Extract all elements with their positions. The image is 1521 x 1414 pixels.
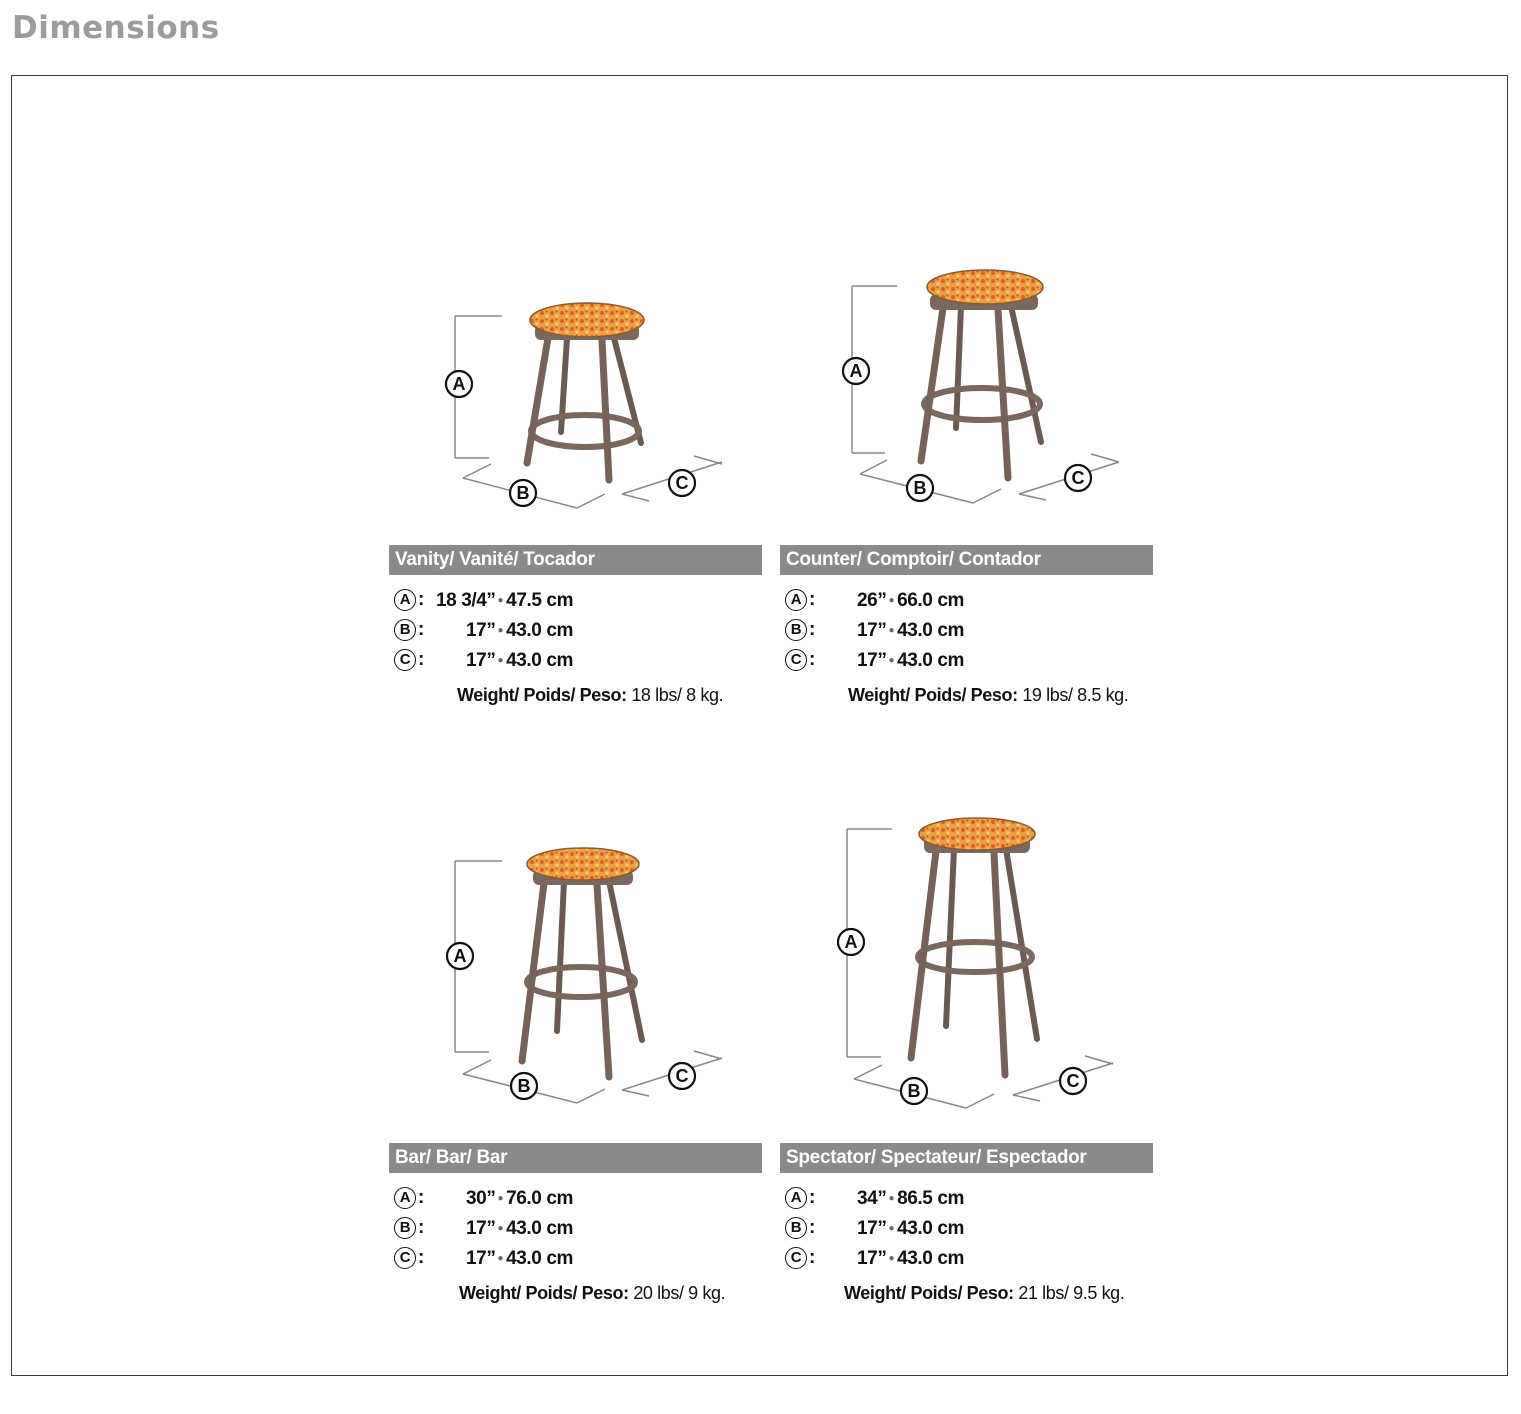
dim-value: 18 3/4” bbox=[436, 590, 496, 611]
dim-row-b: B : 17” ● 43.0 cm bbox=[394, 1216, 754, 1246]
bar-stool-diagram bbox=[389, 843, 769, 1143]
dim-key: B bbox=[785, 619, 807, 641]
svg-text:C: C bbox=[675, 473, 689, 493]
dim-value: 17” bbox=[466, 650, 496, 671]
dim-value: 30” bbox=[466, 1188, 496, 1209]
dim-row-c: C : 17” ● 43.0 cm bbox=[785, 648, 1145, 678]
dim-key: C bbox=[785, 1247, 807, 1269]
seat-cushion bbox=[919, 818, 1035, 850]
spectator-stool-diagram bbox=[780, 843, 1160, 1143]
dim-row-b: B : 17” ● 43.0 cm bbox=[785, 618, 1145, 648]
dimensions-frame bbox=[11, 75, 1508, 1376]
weight-line bbox=[459, 1283, 725, 1304]
dim-key: C bbox=[394, 649, 416, 671]
panel-spectator bbox=[780, 843, 1160, 1313]
svg-text:A: A bbox=[844, 932, 858, 952]
panel-vanity bbox=[389, 246, 769, 716]
label-b-icon bbox=[510, 480, 536, 506]
weight-label: Weight/ Poids/ Peso: bbox=[459, 1283, 629, 1303]
weight-value: 18 lbs/ 8 kg. bbox=[631, 685, 724, 705]
dim-metric: 43.0 cm bbox=[506, 1218, 573, 1239]
svg-text:B: B bbox=[913, 478, 927, 498]
dim-key: A bbox=[785, 1187, 807, 1209]
weight-value: 19 lbs/ 8.5 kg. bbox=[1022, 685, 1129, 705]
dim-value: 17” bbox=[857, 1218, 887, 1239]
dim-key: A bbox=[785, 589, 807, 611]
page-title: Dimensions bbox=[12, 10, 220, 46]
dim-row-a: A : 18 3/4” ● 47.5 cm bbox=[394, 588, 754, 618]
label-c-icon bbox=[669, 470, 695, 496]
weight-value: 21 lbs/ 9.5 kg. bbox=[1018, 1283, 1125, 1303]
seat-cushion bbox=[927, 270, 1043, 304]
dim-metric: 43.0 cm bbox=[897, 650, 964, 671]
panel-heading: Counter/ Comptoir/ Contador bbox=[780, 545, 1153, 575]
panel-heading: Vanity/ Vanité/ Tocador bbox=[389, 545, 762, 575]
seat-cushion bbox=[527, 848, 639, 880]
dim-value: 17” bbox=[466, 1218, 496, 1239]
dim-key: B bbox=[785, 1217, 807, 1239]
stool-frame bbox=[522, 870, 642, 1077]
dim-value: 26” bbox=[857, 590, 887, 611]
dim-value: 17” bbox=[857, 1248, 887, 1269]
weight-label: Weight/ Poids/ Peso: bbox=[844, 1283, 1014, 1303]
panel-heading: Bar/ Bar/ Bar bbox=[389, 1143, 762, 1173]
svg-text:B: B bbox=[516, 483, 530, 503]
dim-metric: 43.0 cm bbox=[897, 1218, 964, 1239]
dim-key: C bbox=[785, 649, 807, 671]
dim-key: C bbox=[394, 1247, 416, 1269]
dim-row-a: A : 30” ● 76.0 cm bbox=[394, 1186, 754, 1216]
svg-text:B: B bbox=[517, 1076, 531, 1096]
dim-row-c: C : 17” ● 43.0 cm bbox=[394, 648, 754, 678]
dim-metric: 86.5 cm bbox=[897, 1188, 964, 1209]
label-b-icon bbox=[907, 475, 933, 501]
label-b-icon bbox=[901, 1078, 927, 1104]
dim-row-c: C : 17” ● 43.0 cm bbox=[785, 1246, 1145, 1276]
dim-value: 34” bbox=[857, 1188, 887, 1209]
dim-metric: 66.0 cm bbox=[897, 590, 964, 611]
svg-text:C: C bbox=[1071, 468, 1085, 488]
weight-label: Weight/ Poids/ Peso: bbox=[848, 685, 1018, 705]
dim-key: A bbox=[394, 589, 416, 611]
dim-value: 17” bbox=[466, 1248, 496, 1269]
dim-key: B bbox=[394, 1217, 416, 1239]
label-a-icon bbox=[447, 943, 473, 969]
dim-value: 17” bbox=[857, 620, 887, 641]
weight-value: 20 lbs/ 9 kg. bbox=[633, 1283, 726, 1303]
dim-value: 17” bbox=[857, 650, 887, 671]
svg-text:B: B bbox=[907, 1081, 921, 1101]
weight-line bbox=[848, 685, 1128, 706]
svg-text:A: A bbox=[452, 374, 466, 394]
dim-row-b: B : 17” ● 43.0 cm bbox=[785, 1216, 1145, 1246]
stool-frame bbox=[921, 294, 1041, 478]
dim-row-c: C : 17” ● 43.0 cm bbox=[394, 1246, 754, 1276]
svg-text:C: C bbox=[675, 1066, 689, 1086]
stool-frame bbox=[911, 837, 1037, 1075]
stool-frame bbox=[527, 324, 641, 480]
label-a-icon bbox=[843, 358, 869, 384]
panel-bar bbox=[389, 843, 769, 1313]
weight-line bbox=[844, 1283, 1124, 1304]
dim-row-a: A : 34” ● 86.5 cm bbox=[785, 1186, 1145, 1216]
dim-metric: 43.0 cm bbox=[506, 620, 573, 641]
dim-key: B bbox=[394, 619, 416, 641]
weight-label: Weight/ Poids/ Peso: bbox=[457, 685, 627, 705]
vanity-stool-diagram bbox=[389, 246, 769, 546]
label-c-icon bbox=[669, 1063, 695, 1089]
dim-metric: 43.0 cm bbox=[897, 620, 964, 641]
dim-key: A bbox=[394, 1187, 416, 1209]
seat-cushion bbox=[530, 303, 644, 337]
svg-text:A: A bbox=[453, 946, 467, 966]
label-a-icon bbox=[446, 371, 472, 397]
panel-heading: Spectator/ Spectateur/ Espectador bbox=[780, 1143, 1153, 1173]
svg-text:A: A bbox=[849, 361, 863, 381]
panel-counter bbox=[780, 246, 1160, 716]
dim-value: 17” bbox=[466, 620, 496, 641]
dim-metric: 43.0 cm bbox=[897, 1248, 964, 1269]
label-b-icon bbox=[511, 1073, 537, 1099]
svg-text:C: C bbox=[1066, 1071, 1080, 1091]
dim-metric: 43.0 cm bbox=[506, 1248, 573, 1269]
dim-row-b: B : 17” ● 43.0 cm bbox=[394, 618, 754, 648]
label-c-icon bbox=[1065, 465, 1091, 491]
counter-stool-diagram bbox=[780, 246, 1160, 546]
dim-metric: 76.0 cm bbox=[506, 1188, 573, 1209]
dim-row-a: A : 26” ● 66.0 cm bbox=[785, 588, 1145, 618]
dim-metric: 43.0 cm bbox=[506, 650, 573, 671]
label-a-icon bbox=[838, 929, 864, 955]
label-c-icon bbox=[1060, 1068, 1086, 1094]
dim-metric: 47.5 cm bbox=[506, 590, 574, 611]
weight-line bbox=[457, 685, 723, 706]
